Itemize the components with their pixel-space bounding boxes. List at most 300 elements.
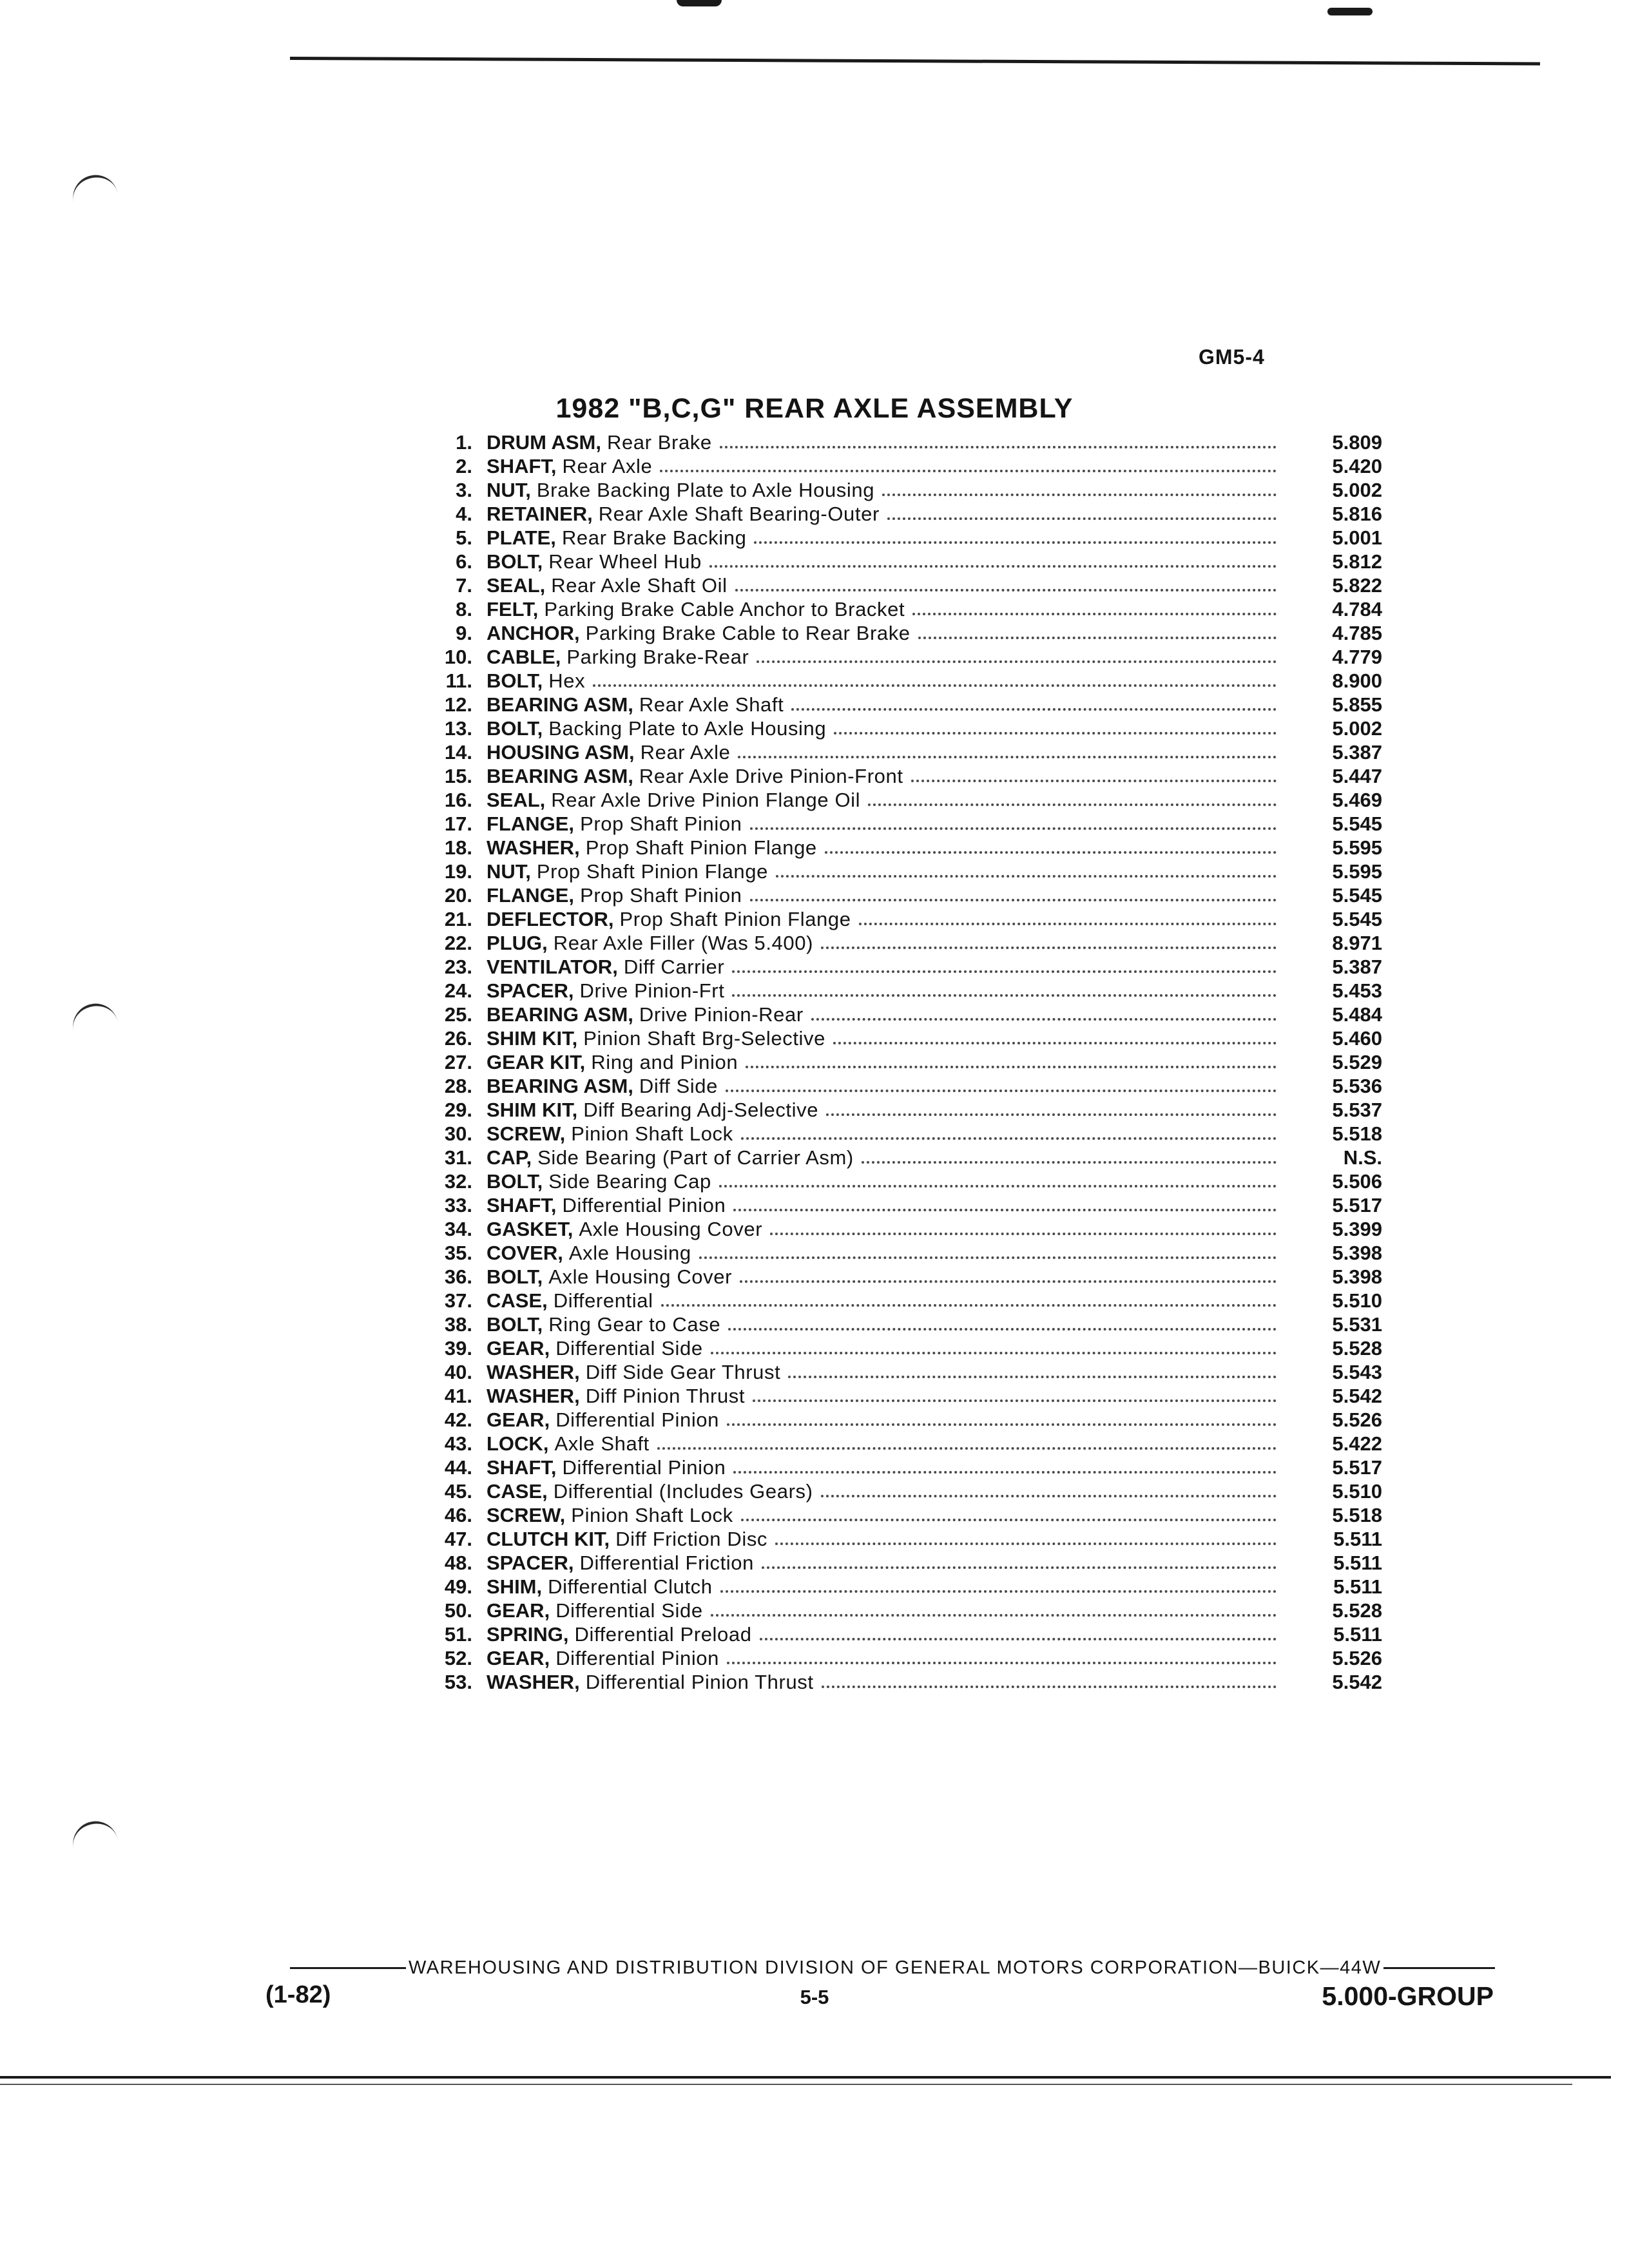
dot-leader [821,947,1277,949]
item-number: 28. [444,1075,472,1097]
item-number: 36. [444,1265,472,1288]
list-item [422,1050,1382,1074]
item-name: COVER, [487,1242,563,1264]
item-name: BOLT, [487,1313,543,1336]
list-item [422,1527,1382,1551]
footer-page-number: 5-5 [800,1986,829,2008]
item-name: BEARING ASM, [487,1075,633,1097]
dot-leader [732,970,1277,973]
list-item [422,836,1382,860]
list-item [422,454,1382,478]
list-item [422,645,1382,669]
item-description: Axle Housing Cover [579,1218,763,1240]
item-number: 4. [456,503,472,525]
dot-leader [727,1423,1277,1426]
dot-leader [738,756,1277,758]
item-number: 32. [444,1170,472,1193]
item-number: 14. [444,741,472,764]
item-description: Axle Housing [568,1242,691,1264]
dot-leader [788,1376,1277,1378]
item-description: Diff Side [639,1075,718,1097]
item-part-group: 5.506 [1332,1170,1382,1193]
item-number: 10. [444,646,472,668]
item-description: Drive Pinion-Frt [579,979,725,1002]
item-number: 47. [444,1528,472,1550]
list-item [422,1432,1382,1456]
dot-leader [754,541,1277,544]
item-description: Rear Axle [562,455,653,477]
dot-leader [746,1066,1277,1068]
item-part-group: 5.422 [1332,1432,1382,1455]
item-number: 21. [444,908,472,930]
dot-leader [859,923,1277,925]
item-description: Axle Housing Cover [548,1265,733,1288]
item-number: 7. [456,574,472,597]
item-name: SHIM KIT, [487,1027,578,1050]
item-number: 2. [456,455,472,477]
item-name: GEAR KIT, [487,1051,586,1073]
item-name: CABLE, [487,646,561,668]
item-number: 31. [444,1146,472,1169]
item-part-group: 5.531 [1332,1313,1382,1336]
item-number: 35. [444,1242,472,1264]
item-part-group: 5.543 [1332,1361,1382,1383]
dot-leader [657,1447,1277,1450]
list-item [422,883,1382,907]
item-number: 41. [444,1385,472,1407]
footer-group: 5.000-GROUP [1322,1981,1494,2011]
list-item [422,1074,1382,1098]
item-number: 53. [444,1671,472,1693]
item-number: 30. [444,1122,472,1145]
item-name: GEAR, [487,1599,550,1622]
dot-leader [726,1090,1277,1092]
item-number: 22. [444,932,472,954]
item-part-group: 5.510 [1332,1480,1382,1503]
item-description: Prop Shaft Pinion Flange [536,860,768,883]
item-number: 24. [444,979,472,1002]
list-item [422,1336,1382,1360]
item-description: Ring Gear to Case [548,1313,721,1336]
item-number: 52. [444,1647,472,1669]
list-item [422,1289,1382,1312]
item-description: Rear Wheel Hub [548,550,702,573]
item-name: BOLT, [487,669,543,692]
item-name: SEAL, [487,574,546,597]
item-description: Backing Plate to Axle Housing [548,717,827,740]
list-item [422,669,1382,693]
dot-leader [711,1352,1277,1354]
item-description: Side Bearing Cap [548,1170,711,1193]
list-item [422,860,1382,883]
item-description: Differential Preload [574,1623,752,1646]
item-name: GASKET, [487,1218,574,1240]
item-name: BEARING ASM, [487,1003,633,1026]
item-part-group: 5.855 [1332,693,1382,716]
list-item [422,526,1382,550]
item-description: Pinion Shaft Lock [571,1122,733,1145]
item-description: Differential Friction [579,1552,754,1574]
item-part-group: 4.784 [1332,598,1382,620]
dot-leader [750,827,1277,830]
item-description: Pinion Shaft Lock [571,1504,733,1526]
item-name: ANCHOR, [487,622,580,644]
dot-leader [868,803,1277,806]
item-part-group: 5.545 [1332,812,1382,835]
item-description: Side Bearing (Part of Carrier Asm) [537,1146,854,1169]
item-number: 17. [444,812,472,835]
item-part-group: 5.812 [1332,550,1382,573]
item-number: 29. [444,1099,472,1121]
item-part-group: 5.528 [1332,1337,1382,1360]
item-description: Axle Shaft [554,1432,650,1455]
item-number: 49. [444,1575,472,1598]
item-part-group: 5.529 [1332,1051,1382,1073]
dot-leader [720,446,1277,448]
item-number: 15. [444,765,472,787]
item-number: 20. [444,884,472,907]
item-part-group: 5.518 [1332,1122,1382,1145]
list-item [422,1241,1382,1265]
item-part-group: 5.001 [1332,526,1382,549]
item-number: 39. [444,1337,472,1360]
item-name: WASHER, [487,1671,580,1693]
item-part-group: 5.517 [1332,1456,1382,1479]
dot-leader [882,494,1277,496]
item-part-group: 5.511 [1333,1575,1382,1598]
list-item [422,812,1382,836]
item-name: CASE, [487,1480,548,1503]
list-item [422,1122,1382,1146]
item-part-group: 5.536 [1332,1075,1382,1097]
dot-leader [727,1662,1277,1664]
item-description: Prop Shaft Pinion Flange [619,908,851,930]
item-name: SPACER, [487,979,574,1002]
footer-date: (1-82) [265,1981,331,2008]
item-description: Rear Brake Backing [561,526,747,549]
list-item [422,693,1382,716]
item-number: 33. [444,1194,472,1216]
item-name: RETAINER, [487,503,593,525]
item-description: Parking Brake Cable to Rear Brake [585,622,911,644]
item-description: Diff Carrier [623,956,725,978]
dot-leader [741,1519,1277,1521]
item-part-group: 5.542 [1332,1385,1382,1407]
item-number: 5. [456,526,472,549]
item-name: FELT, [487,598,539,620]
list-item [422,1384,1382,1408]
item-number: 6. [456,550,472,573]
item-description: Diff Side Gear Thrust [585,1361,781,1383]
item-part-group: 5.387 [1332,741,1382,764]
item-name: SHAFT, [487,1456,557,1479]
item-name: BEARING ASM, [487,765,633,787]
item-name: PLATE, [487,526,556,549]
dot-leader [826,1113,1277,1116]
item-part-group: 8.971 [1332,932,1382,954]
item-part-group: 5.511 [1333,1552,1382,1574]
dot-leader [593,684,1277,687]
item-name: NUT, [487,479,531,501]
item-description: Differential Pinion [562,1194,726,1216]
bottom-rule-thin [0,2084,1572,2085]
item-part-group: 5.537 [1332,1099,1382,1121]
item-description: Parking Brake-Rear [566,646,749,668]
item-name: PLUG, [487,932,548,954]
dot-leader [699,1256,1277,1259]
list-item [422,1098,1382,1122]
list-item [422,573,1382,597]
page-code: GM5-4 [1199,345,1265,369]
item-name: SPRING, [487,1623,569,1646]
item-number: 51. [444,1623,472,1646]
item-number: 27. [444,1051,472,1073]
dot-leader [911,780,1277,782]
item-description: Hex [548,669,586,692]
item-name: LOCK, [487,1432,549,1455]
item-part-group: 5.398 [1332,1242,1382,1264]
dot-leader [887,517,1277,520]
item-name: GEAR, [487,1337,550,1360]
item-number: 46. [444,1504,472,1526]
dot-leader [709,565,1277,568]
item-name: BOLT, [487,1170,543,1193]
item-name: DEFLECTOR, [487,908,614,930]
list-item [422,1599,1382,1622]
dot-leader [912,613,1277,615]
list-item [422,1026,1382,1050]
parts-list [422,430,1382,1694]
item-number: 16. [444,789,472,811]
item-name: CLUTCH KIT, [487,1528,610,1550]
item-number: 43. [444,1432,472,1455]
item-number: 40. [444,1361,472,1383]
dot-leader [719,1185,1277,1187]
list-item [422,955,1382,979]
item-part-group: 5.809 [1332,431,1382,454]
dot-leader [760,1638,1277,1640]
item-number: 44. [444,1456,472,1479]
item-part-group: 4.779 [1332,646,1382,668]
item-part-group: 5.453 [1332,979,1382,1002]
dot-leader [753,1399,1277,1402]
dot-leader [821,1495,1277,1497]
item-description: Differential Pinion [562,1456,726,1479]
item-part-group: 5.447 [1332,765,1382,787]
item-part-group: 5.545 [1332,908,1382,930]
list-item [422,907,1382,931]
item-name: FLANGE, [487,812,575,835]
item-part-group: 5.387 [1332,956,1382,978]
dot-leader [733,1209,1277,1211]
list-item [422,740,1382,764]
item-name: SPACER, [487,1552,574,1574]
item-part-group: 5.528 [1332,1599,1382,1622]
item-part-group: 5.460 [1332,1027,1382,1050]
item-description: Brake Backing Plate to Axle Housing [536,479,875,501]
bottom-rule [0,2076,1611,2079]
item-description: Differential [553,1289,653,1312]
item-part-group: 5.484 [1332,1003,1382,1026]
item-description: Diff Pinion Thrust [585,1385,746,1407]
list-item [422,979,1382,1003]
top-rule [290,57,1540,65]
item-description: Rear Brake [606,431,712,454]
list-item [422,1360,1382,1384]
item-number: 8. [456,598,472,620]
list-item [422,931,1382,955]
item-description: Prop Shaft Pinion [580,884,742,907]
list-item [422,502,1382,526]
dot-leader [825,851,1277,854]
dot-leader [711,1614,1277,1617]
item-description: Parking Brake Cable Anchor to Bracket [544,598,905,620]
item-number: 12. [444,693,472,716]
item-number: 1. [456,431,472,454]
item-part-group: 5.595 [1332,860,1382,883]
scan-blot-top [677,0,722,6]
item-description: Rear Axle Shaft Bearing-Outer [598,503,880,525]
dot-leader [732,994,1277,997]
binding-hole-mark-bottom [69,1817,118,1850]
item-part-group: 5.511 [1333,1528,1382,1550]
item-description: Rear Axle [640,741,731,764]
list-item [422,1575,1382,1599]
item-number: 19. [444,860,472,883]
dot-leader [811,1018,1277,1021]
list-item [422,1456,1382,1479]
list-item [422,1169,1382,1193]
item-description: Differential Side [555,1337,703,1360]
list-item [422,1217,1382,1241]
dot-leader [762,1566,1277,1569]
item-description: Differential Pinion Thrust [585,1671,814,1693]
binding-hole-mark-middle [69,999,118,1033]
item-description: Rear Axle Drive Pinion Flange Oil [551,789,861,811]
dot-leader [776,875,1277,878]
item-part-group: 5.399 [1332,1218,1382,1240]
list-item [422,1551,1382,1575]
dot-leader [862,1161,1277,1164]
dot-leader [822,1686,1277,1688]
list-item [422,430,1382,454]
footer-division-line [290,1957,1495,1979]
list-item [422,1670,1382,1694]
item-name: CASE, [487,1289,548,1312]
dot-leader [833,1042,1277,1044]
list-item [422,550,1382,573]
item-name: WASHER, [487,1385,580,1407]
binding-hole-mark-top [69,171,118,204]
item-number: 34. [444,1218,472,1240]
item-number: 11. [445,669,472,692]
dot-leader [775,1542,1277,1545]
item-part-group: 5.511 [1333,1623,1382,1646]
item-part-group: 5.002 [1332,479,1382,501]
item-description: Rear Axle Drive Pinion-Front [639,765,903,787]
item-description: Rear Axle Shaft Oil [551,574,728,597]
item-number: 37. [444,1289,472,1312]
item-description: Pinion Shaft Brg-Selective [583,1027,825,1050]
item-description: Prop Shaft Pinion [580,812,742,835]
item-name: SCREW, [487,1122,566,1145]
list-item [422,1003,1382,1026]
item-part-group: 5.526 [1332,1408,1382,1431]
list-item [422,1408,1382,1432]
item-number: 26. [444,1027,472,1050]
footer-division-text: WAREHOUSING AND DISTRIBUTION DIVISION OF GENERAL MOTORS CORPORATION—BUICK—44W [409,1957,1382,1978]
dot-leader [740,1280,1277,1283]
item-name: BOLT, [487,717,543,740]
list-item [422,1503,1382,1527]
item-name: VENTILATOR, [487,956,618,978]
item-name: FLANGE, [487,884,575,907]
page-title: 1982 "B,C,G" REAR AXLE ASSEMBLY [555,393,1074,424]
item-name: SHAFT, [487,455,557,477]
dot-leader [834,732,1277,735]
list-item [422,788,1382,812]
dot-leader [791,708,1277,711]
item-part-group: 5.595 [1332,836,1382,859]
item-name: SHAFT, [487,1194,557,1216]
footer-dash-right [1383,1967,1495,1969]
list-item [422,1146,1382,1169]
item-number: 9. [456,622,472,644]
item-part-group: 5.469 [1332,789,1382,811]
item-description: Differential Pinion [555,1408,719,1431]
list-item [422,716,1382,740]
item-number: 13. [444,717,472,740]
dot-leader [728,1328,1277,1331]
scan-blot-top-right [1327,8,1373,15]
item-part-group: 5.816 [1332,503,1382,525]
item-name: CAP, [487,1146,532,1169]
item-name: SHIM, [487,1575,543,1598]
item-number: 38. [444,1313,472,1336]
dot-leader [660,470,1277,472]
item-part-group: 5.510 [1332,1289,1382,1312]
dot-leader [720,1590,1277,1593]
item-name: WASHER, [487,836,580,859]
dot-leader [918,637,1277,639]
item-name: HOUSING ASM, [487,741,635,764]
item-name: NUT, [487,860,531,883]
item-number: 3. [456,479,472,501]
item-number: 42. [444,1408,472,1431]
item-description: Differential Pinion [555,1647,719,1669]
item-number: 50. [444,1599,472,1622]
list-item [422,1193,1382,1217]
dot-leader [661,1304,1277,1307]
item-part-group: 5.002 [1332,717,1382,740]
list-item [422,1265,1382,1289]
item-part-group: 5.517 [1332,1194,1382,1216]
item-description: Rear Axle Shaft [639,693,784,716]
list-item [422,621,1382,645]
item-part-group: 5.545 [1332,884,1382,907]
item-name: WASHER, [487,1361,580,1383]
item-part-group: 5.398 [1332,1265,1382,1288]
item-description: Differential (Includes Gears) [553,1480,813,1503]
item-number: 18. [444,836,472,859]
item-number: 25. [444,1003,472,1026]
list-item [422,597,1382,621]
item-part-group: 8.900 [1332,669,1382,692]
list-item [422,478,1382,502]
item-number: 23. [444,956,472,978]
item-name: SHIM KIT, [487,1099,578,1121]
item-description: Diff Bearing Adj-Selective [583,1099,819,1121]
